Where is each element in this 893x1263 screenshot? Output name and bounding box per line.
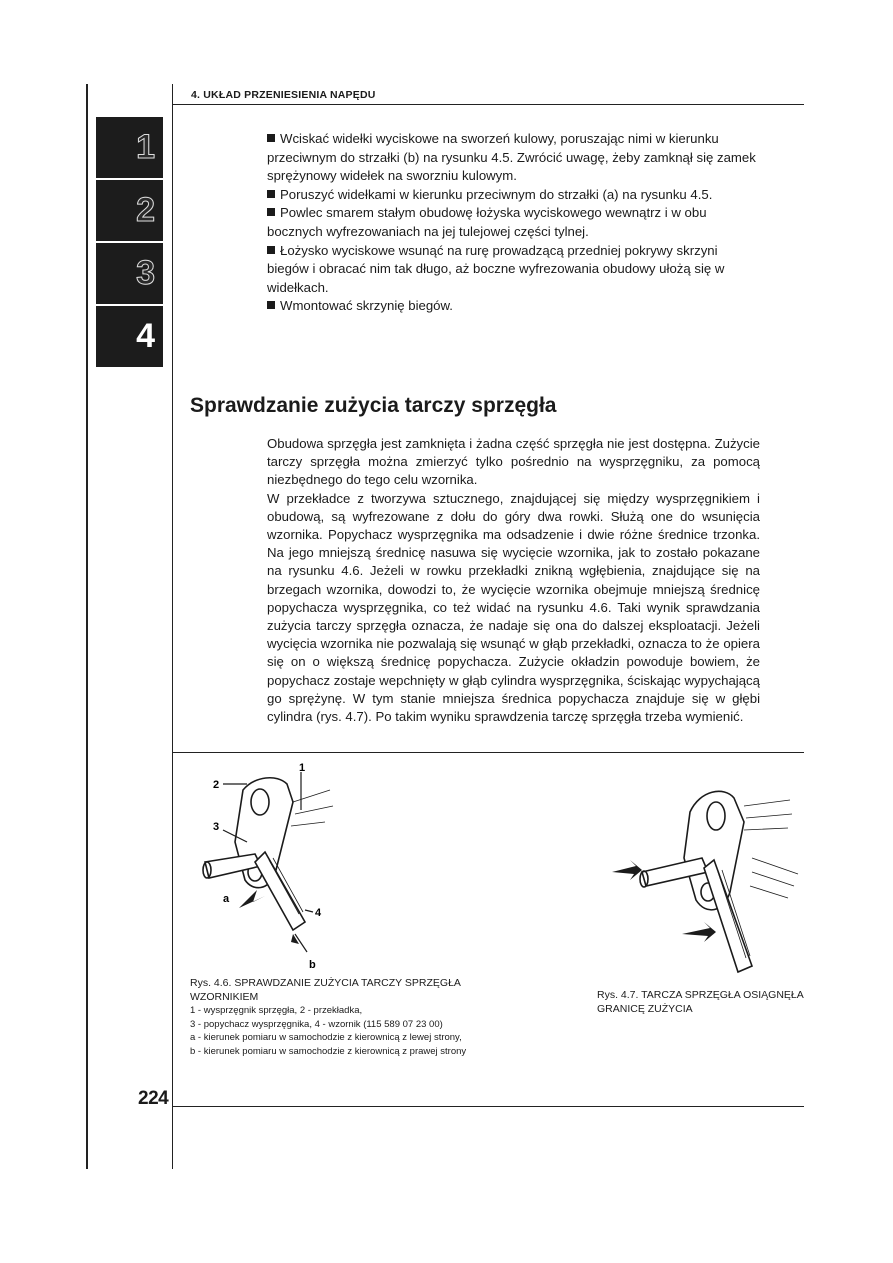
margin-line-left [86,84,88,1169]
figure-4-7-caption [597,989,807,1016]
figure-label: a [223,893,230,905]
legend-item: 3 - popychacz wysprzęgnika, 4 - wzornik (115 589 07 23 00) [190,1018,443,1030]
body-paragraph: Obudowa sprzęgła jest zamknięta i żadna część sprzęgła nie jest dostępna. Zużycie tarczy sprzęgła można zmierzyć tylko pośrednio na wysprzęgniku, za pomocą niezbędnego do tego celu wzornika. [267,436,760,488]
bullet-item: Powlec smarem stałym obudowę łożyska wyciskowego wewnątrz i w obu bocznych wyfrezowaniach na jej tulejowej części tylnej. [267,205,707,239]
figure-top-rule [172,752,804,753]
bullet-square-icon [267,246,275,254]
figure-label: 1 [299,762,306,774]
legend-item: a - kierunek pomiaru w samochodzie z kierownicą z lewej strony, [190,1032,462,1043]
caption-title: Rys. 4.6. SPRAWDZANIE ZUŻYCIA TARCZY SPRZĘGŁA WZORNIKIEM [190,977,461,1003]
chapter-tab-2[interactable]: 2 [96,180,163,241]
figure-legend [190,1004,480,1058]
bullet-square-icon [267,134,275,142]
bullet-item: Wmontować skrzynię biegów. [267,297,759,316]
figure-label: 2 [213,779,220,791]
bullet-square-icon [267,301,275,309]
bullet-item: Łożysko wyciskowe wsunąć na rurę prowadzącą przedniej pokrywy skrzyni biegów i obracać nim tak długo, aż boczne wyfrezowania obudowy ułożą się w widełkach. [267,242,725,295]
caption-title: Rys. 4.7. TARCZA SPRZĘGŁA OSIĄGNĘŁA GRANICĘ ZUŻYCIA [597,989,804,1015]
running-header: 4. UKŁAD PRZENIESIENIA NAPĘDU [191,89,376,101]
header-rule [172,104,804,105]
figure-label: 4 [315,907,322,919]
bullet-square-icon [267,208,275,216]
chapter-tab-3[interactable]: 3 [96,243,163,304]
section-title: Sprawdzanie zużycia tarczy sprzęgła [190,394,557,417]
figure-4-7-illustration [612,762,802,982]
section-body [267,435,760,726]
page-number: 224 [138,1088,169,1109]
figure-4-6-illustration [195,762,345,972]
figure-label: b [309,959,316,971]
bullet-item: Wciskać widełki wyciskowe na sworzeń kulowy, poruszając nimi w kierunku przeciwnym do strzałki (b) na rysunku 4.5. Zwrócić uwagę, żeby zamknął się zamek sprężynowy widełek na sworzniu kulowym. [267,131,756,184]
figure-label: 3 [213,821,220,833]
legend-item: 1 - wysprzęgnik sprzęgła, 2 - przekładka, [190,1005,363,1016]
bullet-list [267,130,759,316]
legend-item: b - kierunek pomiaru w samochodzie z kierownicą z prawej strony [190,1045,467,1057]
chapter-tabs [96,117,163,369]
footer-rule [172,1106,804,1107]
bullet-square-icon [267,190,275,198]
chapter-tab-4[interactable]: 4 [96,306,163,367]
chapter-tab-1[interactable]: 1 [96,117,163,178]
bullet-item: Poruszyć widełkami w kierunku przeciwnym do strzałki (a) na rysunku 4.5. [267,186,759,205]
figure-4-6-caption [190,977,480,1058]
body-paragraph: W przekładce z tworzywa sztucznego, znajdującej się między wysprzęgnikiem i obudową, są wyfrezowane z dołu do góry dwa rowki. Służą one do wsunięcia wzornika. Popychacz wysprzęgnika ma odsadzenie i dwie różne średnice trzonka. Na jego mniejszą średnicę nasuwa się wycięcie wzornika, jak to zostało pokazane na rysunku 4.6. Jeżeli w rowku przekładki znikną wgłębienia, znajdujące się na brzegach wzornika, dowodzi to, że wycięcie wzornika obejmuje mniejszą średnicę popychacza wysprzęgnika, co też widać na rysunku 4.6. Taki wynik sprawdzania zużycia tarczy sprzęgła oznacza, że nadaje się ona do dalszej eksploatacji. Jeżeli wycięcia wzornika nie pozwalają się wsunąć w głąb przekładki, oznacza to że opiera się on o większą średnicę popychacza. Zużycie okładzin powoduje bowiem, że popychacz zostaje wepchnięty w głąb cylindra wysprzęgnika, ściskając wypychającą go sprężynę. W tym stanie mniejsza średnica popychacza znajduje się w głębi cylindra (rys. 4.7). Po takim wyniku sprawdzenia tarczę sprzęgła trzeba wymienić. [267,490,760,725]
margin-line-inner [172,84,173,1169]
